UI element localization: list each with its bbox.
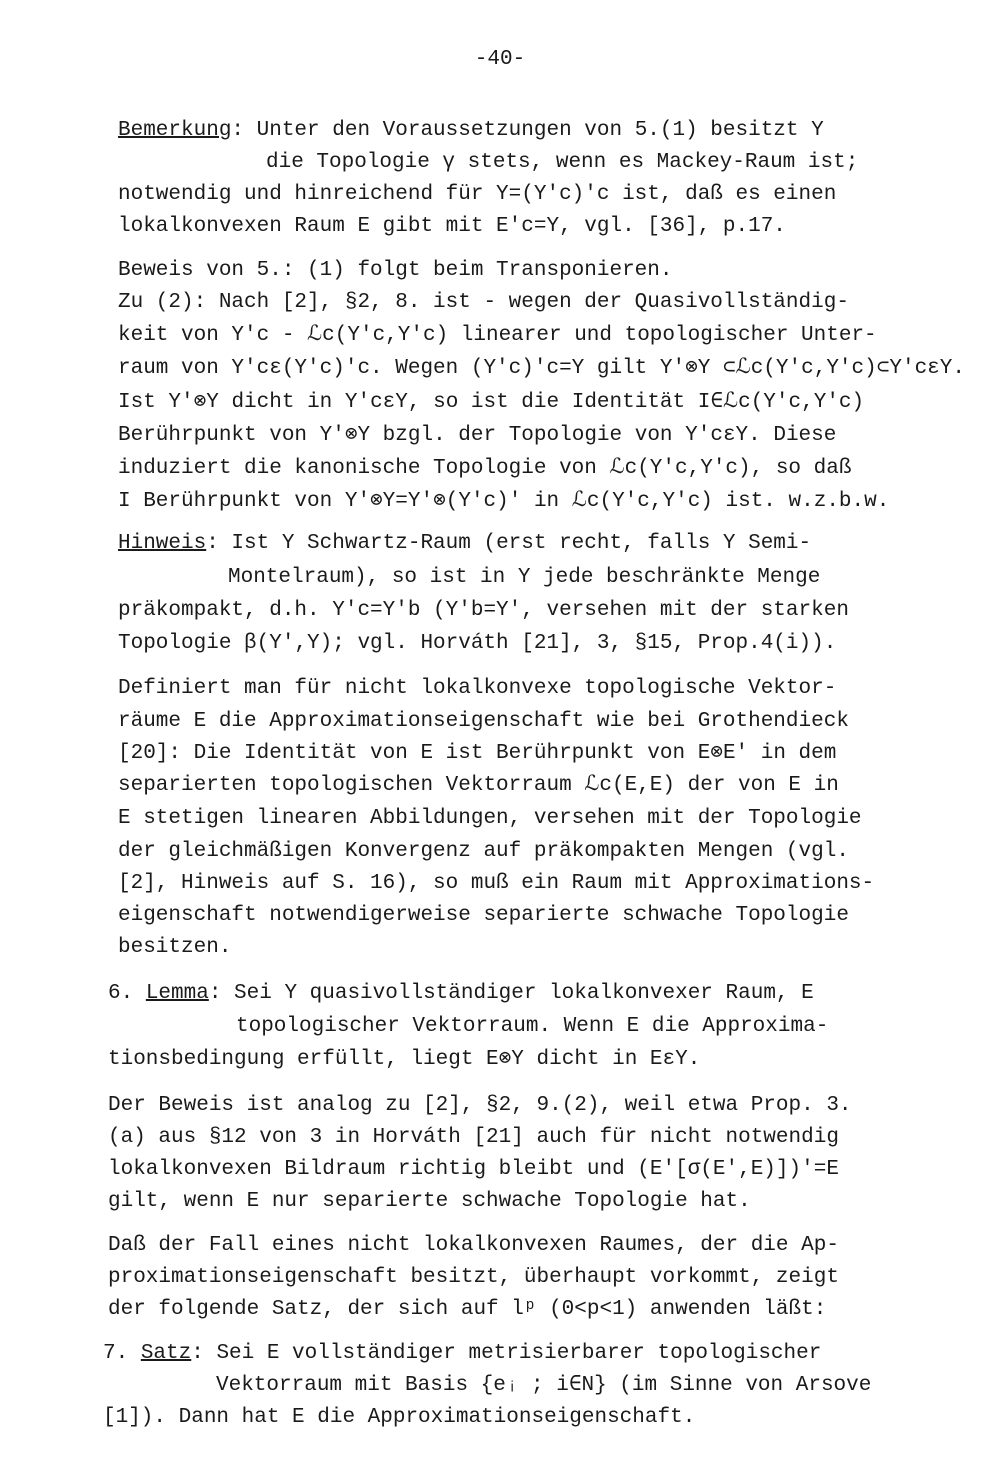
bemerkung-line-2: die Topologie γ stets, wenn es Mackey-Raum ist; bbox=[266, 151, 859, 174]
beweis5-line-4: raum von Y'cε(Y'c)'c. Wegen (Y'c)'c=Y gilt Y'⊗Y ⊂ℒc(Y'c,Y'c)⊂Y'cεY. bbox=[118, 357, 965, 380]
beweis5-line-1: Beweis von 5.: (1) folgt beim Transponieren. bbox=[118, 259, 673, 282]
definiert-line-4: separierten topologischen Vektorraum ℒc(E,E) der von E in bbox=[118, 774, 839, 797]
definiert-line-9: besitzen. bbox=[118, 936, 232, 959]
beweis6-line-4: gilt, wenn E nur separierte schwache Topologie hat. bbox=[108, 1190, 751, 1213]
page-number: -40- bbox=[474, 48, 526, 71]
definiert-line-3: [20]: Die Identität von E ist Berührpunkt von E⊗E' in dem bbox=[118, 742, 837, 765]
satz7-line-2: Vektorraum mit Basis {eᵢ ; i∈N} (im Sinne von Arsove bbox=[216, 1374, 872, 1397]
dass-line-2: proximationseigenschaft besitzt, überhaupt vorkommt, zeigt bbox=[108, 1266, 839, 1289]
bemerkung-line-4: lokalkonvexen Raum E gibt mit E'c=Y, vgl. [36], p.17. bbox=[118, 215, 786, 238]
hinweis-line-4: Topologie β(Y',Y); vgl. Horváth [21], 3, §15, Prop.4(i)). bbox=[118, 632, 837, 655]
bemerkung-line-1: Bemerkung: Unter den Voraussetzungen von 5.(1) besitzt Y bbox=[118, 119, 824, 142]
beweis5-line-8: I Berührpunkt von Y'⊗Y=Y'⊗(Y'c)' in ℒc(Y'c,Y'c) ist. w.z.b.w. bbox=[118, 490, 890, 513]
definiert-line-8: eigenschaft notwendigerweise separierte schwache Topologie bbox=[118, 904, 849, 927]
hinweis-line-2: Montelraum), so ist in Y jede beschränkte Menge bbox=[228, 566, 821, 589]
bemerkung-label: Bemerkung bbox=[118, 119, 232, 142]
satz7-line-3: [1]). Dann hat E die Approximationseigenschaft. bbox=[103, 1406, 696, 1429]
lemma6-line-1: 6. Lemma: Sei Y quasivollständiger lokalkonvexer Raum, E bbox=[108, 982, 814, 1005]
lemma6-line-3: tionsbedingung erfüllt, liegt E⊗Y dicht in EεY. bbox=[108, 1048, 701, 1071]
definiert-line-2: räume E die Approximationseigenschaft wie bei Grothendieck bbox=[118, 710, 849, 733]
bemerkung-line-3: notwendig und hinreichend für Y=(Y'c)'c ist, daß es einen bbox=[118, 183, 837, 206]
dass-line-1: Daß der Fall eines nicht lokalkonvexen Raumes, der die Ap- bbox=[108, 1234, 839, 1257]
beweis5-line-6: Berührpunkt von Y'⊗Y bzgl. der Topologie von Y'cεY. Diese bbox=[118, 424, 837, 447]
hinweis-line-1: Hinweis: Ist Y Schwartz-Raum (erst recht, falls Y Semi- bbox=[118, 532, 812, 555]
beweis5-line-5: Ist Y'⊗Y dicht in Y'cεY, so ist die Identität I∈ℒc(Y'c,Y'c) bbox=[118, 391, 865, 414]
definiert-line-1: Definiert man für nicht lokalkonvexe topologische Vektor- bbox=[118, 677, 837, 700]
lemma-label: Lemma bbox=[145, 982, 209, 1005]
definiert-line-5: E stetigen linearen Abbildungen, versehen mit der Topologie bbox=[118, 807, 862, 830]
definiert-line-6: der gleichmäßigen Konvergenz auf präkompakten Mengen (vgl. bbox=[118, 840, 849, 863]
beweis6-line-2: (a) aus §12 von 3 in Horváth [21] auch für nicht notwendig bbox=[108, 1126, 839, 1149]
lemma6-line-2: topologischer Vektorraum. Wenn E die Approxima- bbox=[236, 1015, 829, 1038]
definiert-line-7: [2], Hinweis auf S. 16), so muß ein Raum mit Approximations- bbox=[118, 872, 875, 895]
beweis5-line-2: Zu (2): Nach [2], §2, 8. ist - wegen der Quasivollständig- bbox=[118, 291, 849, 314]
hinweis-line-3: präkompakt, d.h. Y'c=Y'b (Y'b=Y', versehen mit der starken bbox=[118, 599, 849, 622]
beweis6-line-3: lokalkonvexen Bildraum richtig bleibt und (E'[σ(E',E)])'=E bbox=[108, 1158, 839, 1181]
beweis5-line-7: induziert die kanonische Topologie von ℒc(Y'c,Y'c), so daß bbox=[118, 457, 852, 480]
dass-line-3: der folgende Satz, der sich auf lᵖ (0<p<1) anwenden läßt: bbox=[108, 1298, 827, 1321]
beweis5-line-3: keit von Y'c - ℒc(Y'c,Y'c) linearer und topologischer Unter- bbox=[118, 324, 877, 347]
satz-label: Satz bbox=[140, 1342, 192, 1365]
hinweis-label: Hinweis bbox=[118, 532, 207, 555]
satz7-line-1: 7. Satz: Sei E vollständiger metrisierbarer topologischer bbox=[103, 1342, 822, 1365]
beweis6-line-1: Der Beweis ist analog zu [2], §2, 9.(2), weil etwa Prop. 3. bbox=[108, 1094, 852, 1117]
